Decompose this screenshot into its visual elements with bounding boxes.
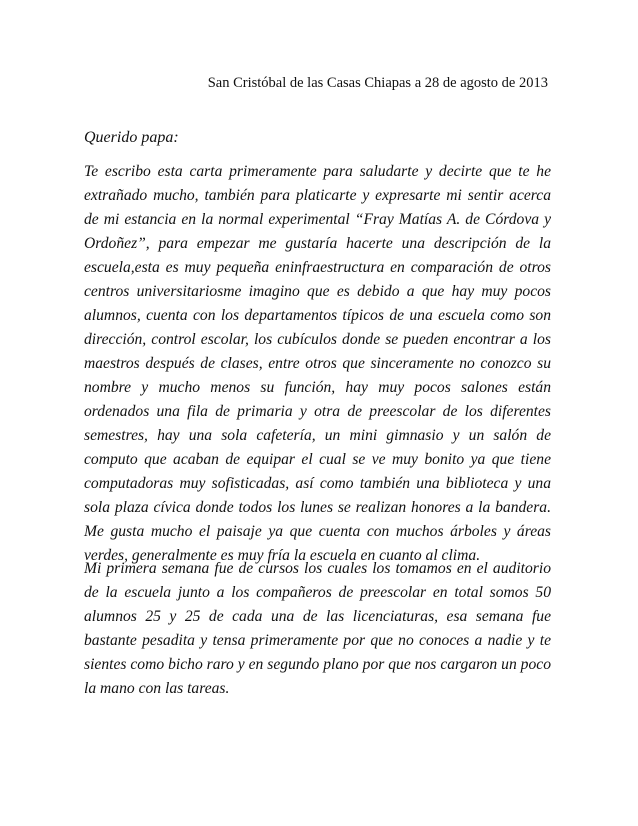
salutation: Querido papa: xyxy=(84,129,179,146)
paragraph-2: Mi primera semana fue de cursos los cuales los tomamos en el auditorio de la escuela junto a los compañeros de preescolar en total somos 50 alumnos 25 y 25 de cada una de las licenciaturas, esa semana fue bastante pesadita y tensa primeramente por que no conoces a nadie y te sientes como bicho raro y en segundo plano por que nos cargaron un poco la mano con las tareas. xyxy=(84,560,551,697)
paragraph-1: Te escribo esta carta primeramente para saludarte y decirte que te he extrañado mucho, también para platicarte y expresarte mi sentir acerca de mi estancia en la normal experimental “Fray Matías A. de Córdova y Ordoñez”, para empezar me gustaría hacerte una descripción de la escuela,esta es muy pequeña eninfraestructura en comparación de otros centros universitariosme imagino que es debido a que hay muy pocos alumnos, cuenta con los departamentos típicos de una escuela como son dirección, control escolar, los cubículos donde se pueden encontrar a los maestros después de clases, entre otros que sinceramente no conozco su nombre y mucho menos su función, hay muy pocos salones están ordenados una fila de primaria y otra de preescolar de los diferentes semestres, hay una sola cafetería, un mini gimnasio y un salón de computo que acaban de equipar el cual se ve muy bonito ya que tiene computadoras muy sofisticadas, así como también una biblioteca y una sola plaza cívica donde todos los lunes se realizan honores a la bandera. Me gusta mucho el paisaje ya que cuenta con muchos árboles y áreas verdes, generalmente es muy fría la escuela en cuanto al clima. xyxy=(84,163,551,564)
date-line: San Cristóbal de las Casas Chiapas a 28 de agosto de 2013 xyxy=(207,75,548,91)
